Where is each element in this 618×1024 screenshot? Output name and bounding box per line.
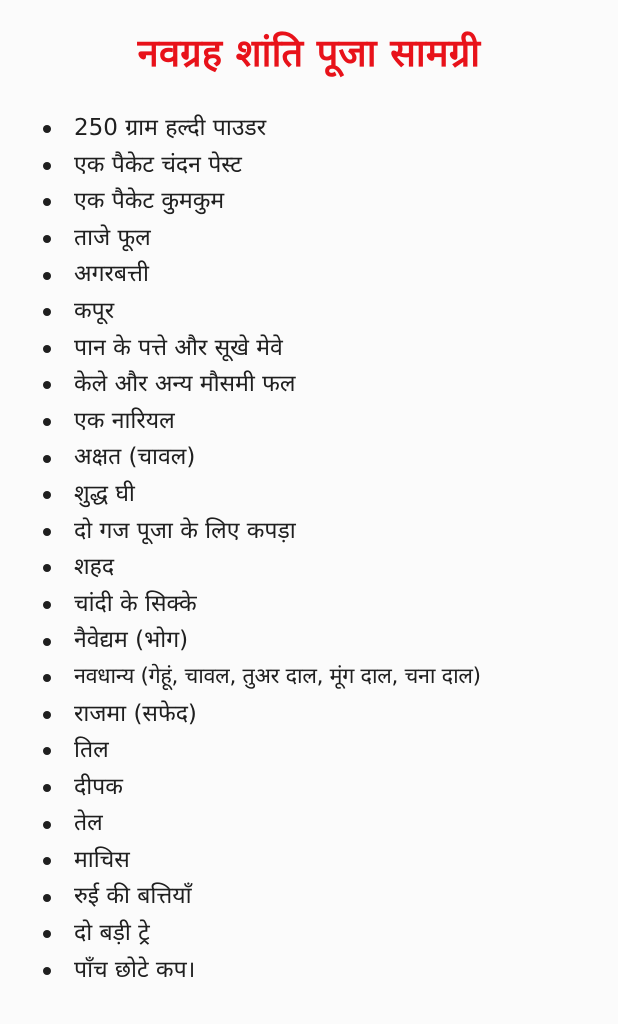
bullet-icon [43, 381, 51, 389]
bullet-icon [43, 930, 51, 938]
list-item [0, 220, 618, 257]
bullet-icon [43, 455, 51, 463]
list-item [0, 403, 618, 440]
list-item [0, 915, 618, 952]
bullet-icon [43, 125, 51, 133]
bullet-icon [43, 491, 51, 499]
list-item-text: केले और अन्य मौसमी फल [74, 371, 296, 398]
bullet-icon [43, 162, 51, 170]
list-item-text: शहद [74, 554, 115, 581]
page-title: नवग्रह शांति पूजा सामग्री [137, 31, 481, 75]
list-item [0, 293, 618, 330]
bullet-icon [43, 272, 51, 280]
list-item-text: राजमा (सफेद) [74, 700, 197, 727]
list-item [0, 952, 618, 989]
bullet-icon [43, 674, 51, 682]
bullet-icon [43, 345, 51, 353]
list-item-text: पाँच छोटे कप। [74, 956, 196, 983]
list-item-text: कपूर [74, 297, 115, 324]
list-item-text: रुई की बत्तियाँ [74, 883, 192, 910]
list-item [0, 878, 618, 915]
list-item-text: अक्षत (चावल) [74, 444, 196, 471]
bullet-icon [43, 638, 51, 646]
list-item-text: ताजे फूल [74, 224, 151, 251]
list-item-text: माचिस [74, 846, 130, 873]
bullet-icon [43, 601, 51, 609]
list-item [0, 549, 618, 586]
list-item [0, 110, 618, 147]
bullet-icon [43, 235, 51, 243]
list-item [0, 513, 618, 550]
list-item [0, 366, 618, 403]
list-item-text: अगरबत्ती [74, 261, 149, 288]
list-item-text: दीपक [74, 773, 123, 800]
bullet-icon [43, 711, 51, 719]
list-item-text: नवधान्य (गेहूं, चावल, तुअर दाल, मूंग दाल, चना दाल) [74, 663, 481, 689]
list-item-text: दो गज पूजा के लिए कपड़ा [74, 517, 296, 544]
list-item [0, 622, 618, 659]
list-item-text: एक पैकेट कुमकुम [74, 188, 225, 215]
list-item-text: पान के पत्ते और सूखे मेवे [74, 334, 283, 361]
list-item-text: नैवेद्यम (भोग) [74, 627, 189, 654]
list-item [0, 696, 618, 733]
list-item [0, 147, 618, 184]
bullet-icon [43, 821, 51, 829]
bullet-icon [43, 967, 51, 975]
bullet-icon [43, 308, 51, 316]
bullet-icon [43, 747, 51, 755]
bullet-icon [43, 418, 51, 426]
list-item [0, 769, 618, 806]
list-item [0, 805, 618, 842]
list-item [0, 476, 618, 513]
list-item-text: शुद्ध घी [74, 480, 135, 507]
bullet-icon [43, 198, 51, 206]
list-item-text: तिल [74, 737, 109, 764]
list-item-text: एक नारियल [74, 407, 175, 434]
bullet-icon [43, 857, 51, 865]
list-item [0, 439, 618, 476]
list-item-text: 250 ग्राम हल्दी पाउडर [74, 115, 267, 141]
bullet-icon [43, 564, 51, 572]
list-item-text: चांदी के सिक्के [74, 590, 197, 617]
list-item [0, 842, 618, 879]
bullet-icon [43, 894, 51, 902]
bullet-icon [43, 784, 51, 792]
list-item-text: तेल [74, 810, 103, 837]
list-item [0, 183, 618, 220]
list-item [0, 330, 618, 367]
list-item-text: एक पैकेट चंदन पेस्ट [74, 151, 242, 178]
samagri-list [0, 110, 618, 988]
list-item-text: दो बड़ी ट्रे [74, 920, 150, 947]
list-item [0, 732, 618, 769]
bullet-icon [43, 528, 51, 536]
list-item [0, 256, 618, 293]
list-item [0, 659, 618, 696]
list-item [0, 586, 618, 623]
